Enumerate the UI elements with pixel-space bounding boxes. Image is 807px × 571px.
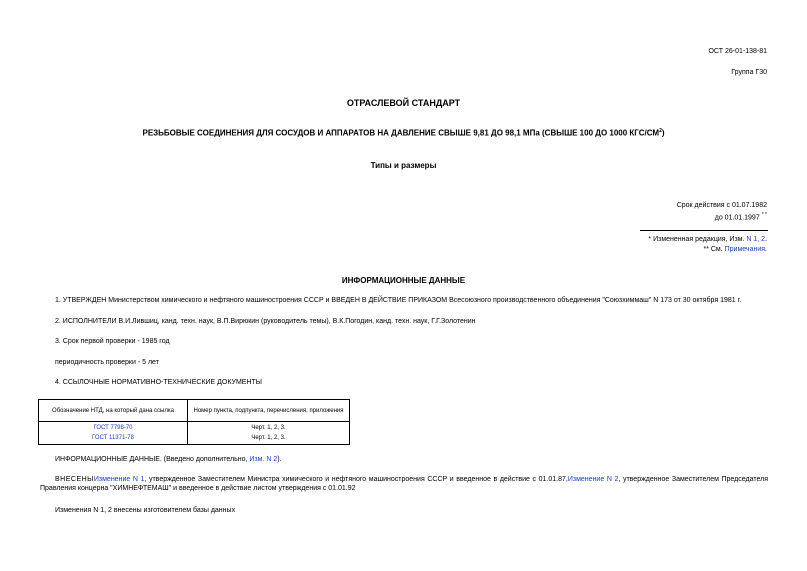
validity-start: Срок действия с 01.07.1982: [676, 202, 767, 209]
table-row: [39, 422, 350, 434]
database-note: Изменения N 1, 2 внесены изготовителем базы данных: [55, 507, 236, 514]
gost-11371-78-link[interactable]: ГОСТ 11371-78: [92, 435, 134, 441]
change-2-link[interactable]: Изменение N 2: [567, 476, 619, 483]
change-1-link[interactable]: Изменение N 1: [93, 476, 145, 483]
reference-table-header: [39, 400, 350, 422]
validity-end-text: до 01.01.1997: [714, 214, 760, 222]
info-item-references: 4. ССЫЛОЧНЫЕ НОРМАТИВНО-ТЕХНИЧЕСКИЕ ДОКУМЕНТЫ: [55, 379, 262, 386]
change-2-text: , утвержденное Заместителем Председателя Правления концерна "ХИМНЕФТЕМАШ" и введенное в действие листом утверждения с 01.01.92: [40, 476, 768, 492]
introduced-label: ВНЕСЕНЫ: [55, 476, 94, 483]
footnote-2-suffix: .: [765, 246, 767, 253]
info-item-authors: 2. ИСПОЛНИТЕЛИ В.И.Лившиц, канд. техн. наук, В.П.Вирюкин (руководитель темы), В.К.Погодин, канд. техн. наук, Г.Г.Золотенин: [55, 318, 476, 325]
document-code: ОСТ 26-01-138-81: [708, 48, 767, 55]
document-title: [0, 128, 807, 138]
document-title-text: РЕЗЬБОВЫЕ СОЕДИНЕНИЯ ДЛЯ СОСУДОВ И АППАРАТОВ НА ДАВЛЕНИЕ СВЫШЕ 9,81 ДО 98,1 МПа (СВЫШЕ 100 ДО 1000 КГС/СМ: [142, 128, 660, 138]
footnote-1-text: * Измененная редакция, Изм.: [648, 236, 747, 243]
info-amendment-note: [55, 455, 282, 464]
reference-table-doc-cell: [39, 433, 188, 445]
footnote-2-text: ** См.: [703, 246, 725, 253]
info-amendment-note-suffix: ).: [277, 456, 282, 463]
document-title-close: ): [661, 128, 665, 138]
amendment-2-link[interactable]: Изм. N 2: [249, 456, 278, 463]
info-item-first-check: 3. Срок первой проверки - 1985 год: [55, 338, 170, 345]
footnote-2: [703, 245, 767, 254]
document-title-superscript: 2: [659, 128, 662, 134]
gost-7798-70-link[interactable]: ГОСТ 7798-70: [93, 425, 133, 431]
info-amendment-note-text: ИНФОРМАЦИОННЫЕ ДАННЫЕ. (Введено дополнительно,: [55, 456, 250, 463]
info-item-approved: 1. УТВЕРЖДЕН Министерством химического и нефтяного машиностроения СССР и ВВЕДЕН В ДЕЙСТВИЕ ПРИКАЗОМ Всесоюзного производственного объединения "Союзхиммаш" N 173 от 30 октября 1981 г.: [55, 297, 742, 304]
notes-link[interactable]: Примечания: [724, 246, 766, 253]
footnote-1: [648, 235, 767, 244]
reference-table: [38, 399, 350, 445]
reference-table-header-doc: Обозначение НТД, на который дана ссылка: [39, 400, 188, 422]
table-row: [39, 433, 350, 445]
reference-table-header-section: Номер пункта, подпункта, перечисления, приложения: [188, 400, 350, 422]
reference-table-section-cell: Черт. 1, 2, 3.: [188, 422, 350, 434]
standard-type: ОТРАСЛЕВОЙ СТАНДАРТ: [346, 98, 461, 108]
reference-table-doc-cell: [39, 422, 188, 434]
amendment-link-1-2[interactable]: N 1, 2: [746, 236, 766, 243]
change-1-text: , утвержденное Заместителем Министра химического и нефтяного машиностроения СССР и введенное в действие с 01.01.87,: [144, 476, 568, 483]
footnote-1-suffix: .: [765, 236, 767, 243]
reference-table-section-cell: Черт. 1, 2, 3.: [188, 433, 350, 445]
footnote-divider: [640, 230, 768, 231]
info-heading: ИНФОРМАЦИОННЫЕ ДАННЫЕ: [341, 276, 466, 285]
validity-marks: * *: [761, 212, 767, 218]
document-subtitle: Типы и размеры: [370, 161, 437, 170]
info-periodicity: периодичность проверки - 5 лет: [55, 359, 159, 366]
document-group: Группа Г30: [731, 69, 767, 76]
validity-end: [715, 211, 767, 222]
introduced-changes-paragraph: [40, 475, 768, 493]
